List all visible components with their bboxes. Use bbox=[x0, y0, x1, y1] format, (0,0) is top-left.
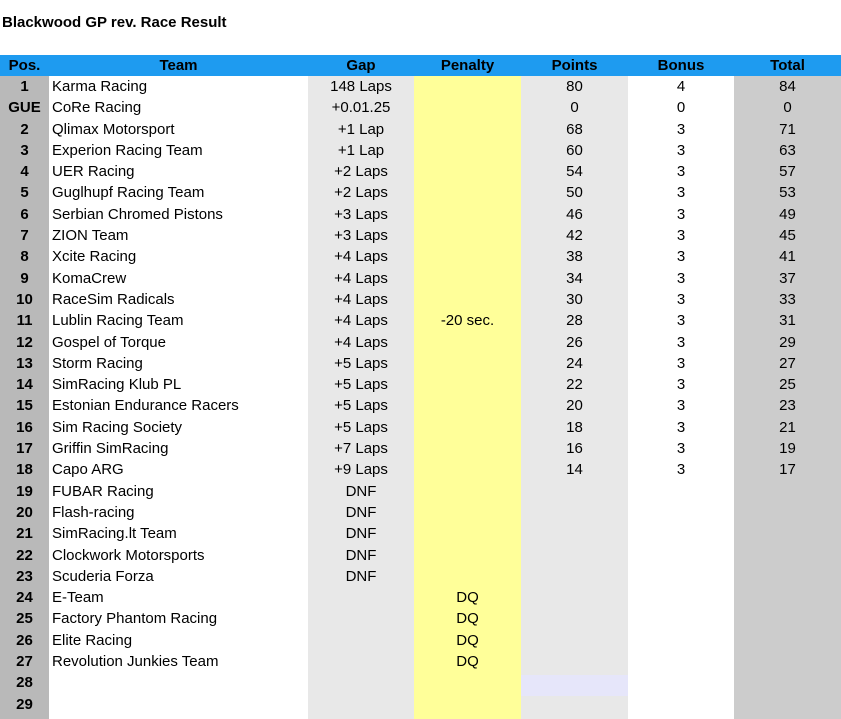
team-cell[interactable]: KomaCrew bbox=[52, 269, 127, 287]
bonus-cell[interactable]: 3 bbox=[676, 397, 686, 415]
table-row bbox=[0, 438, 841, 459]
gap-cell[interactable]: DNF bbox=[345, 503, 377, 521]
header-penalty[interactable]: Penalty bbox=[440, 57, 495, 74]
gap-cell[interactable]: +5 Laps bbox=[334, 397, 388, 415]
pos-cell[interactable]: 22 bbox=[16, 546, 33, 564]
header-bonus[interactable]: Bonus bbox=[657, 57, 705, 74]
bonus-cell[interactable] bbox=[628, 566, 734, 587]
points-cell[interactable] bbox=[521, 608, 628, 629]
pos-cell[interactable]: 11 bbox=[16, 312, 33, 330]
table-row bbox=[0, 161, 841, 182]
bonus-cell[interactable] bbox=[628, 523, 734, 544]
points-cell[interactable] bbox=[521, 651, 628, 672]
pos-cell[interactable]: 9 bbox=[20, 269, 29, 287]
bonus-cell[interactable] bbox=[628, 694, 734, 715]
gap-cell[interactable] bbox=[308, 630, 414, 651]
points-cell[interactable] bbox=[521, 481, 628, 502]
points-cell[interactable] bbox=[521, 694, 628, 715]
pos-cell[interactable]: 29 bbox=[16, 695, 33, 713]
pos-cell[interactable]: 27 bbox=[16, 653, 33, 671]
penalty-cell[interactable] bbox=[414, 395, 521, 416]
bonus-cell[interactable]: 3 bbox=[676, 333, 686, 351]
total-cell[interactable]: 49 bbox=[779, 205, 796, 223]
gap-cell[interactable]: DNF bbox=[345, 546, 377, 564]
pos-cell[interactable]: 20 bbox=[16, 503, 33, 521]
points-cell[interactable]: 54 bbox=[566, 163, 583, 181]
total-cell[interactable]: 41 bbox=[779, 248, 796, 266]
header-team[interactable]: Team bbox=[159, 57, 198, 74]
table-row bbox=[0, 417, 841, 438]
points-cell[interactable] bbox=[521, 545, 628, 566]
pos-cell[interactable]: 18 bbox=[16, 461, 33, 479]
pos-cell[interactable]: 12 bbox=[16, 333, 33, 351]
header-total[interactable]: Total bbox=[770, 57, 805, 74]
total-cell[interactable]: 21 bbox=[779, 418, 796, 436]
team-cell[interactable]: E-Team bbox=[52, 589, 104, 607]
bonus-cell[interactable]: 3 bbox=[676, 248, 686, 266]
total-cell[interactable] bbox=[734, 630, 841, 651]
table-row bbox=[0, 119, 841, 140]
points-cell[interactable] bbox=[521, 502, 628, 523]
total-cell[interactable]: 53 bbox=[779, 184, 796, 202]
points-cell[interactable] bbox=[521, 630, 628, 651]
bonus-cell[interactable]: 3 bbox=[676, 354, 686, 372]
team-cell[interactable]: Capo ARG bbox=[52, 461, 124, 479]
total-cell[interactable]: 27 bbox=[779, 354, 796, 372]
penalty-cell[interactable]: DQ bbox=[456, 653, 479, 671]
gap-cell[interactable]: DNF bbox=[345, 525, 377, 543]
team-cell[interactable]: FUBAR Racing bbox=[52, 482, 154, 500]
bonus-cell[interactable]: 3 bbox=[676, 440, 686, 458]
penalty-cell[interactable] bbox=[414, 417, 521, 438]
gap-cell[interactable] bbox=[308, 694, 414, 715]
total-cell[interactable] bbox=[734, 523, 841, 544]
gap-cell[interactable]: +4 Laps bbox=[334, 333, 388, 351]
bonus-cell[interactable]: 3 bbox=[676, 269, 686, 287]
bonus-cell[interactable] bbox=[628, 587, 734, 608]
pos-cell[interactable]: 25 bbox=[16, 610, 33, 628]
pos-cell[interactable]: 14 bbox=[16, 376, 33, 394]
pos-cell[interactable]: 2 bbox=[20, 120, 29, 138]
points-cell[interactable]: 38 bbox=[566, 248, 583, 266]
penalty-cell[interactable] bbox=[414, 566, 521, 587]
total-cell[interactable]: 17 bbox=[779, 461, 796, 479]
pos-cell[interactable]: 7 bbox=[20, 227, 29, 245]
gap-cell[interactable]: +5 Laps bbox=[334, 354, 388, 372]
results-table-body bbox=[0, 76, 841, 715]
team-cell[interactable]: Sim Racing Society bbox=[52, 418, 183, 436]
team-cell[interactable]: Factory Phantom Racing bbox=[52, 610, 218, 628]
table-row bbox=[0, 502, 841, 523]
bonus-cell[interactable] bbox=[628, 651, 734, 672]
points-cell[interactable]: 24 bbox=[566, 354, 583, 372]
team-cell[interactable]: Clockwork Motorsports bbox=[52, 546, 205, 564]
team-cell[interactable]: Guglhupf Racing Team bbox=[52, 184, 205, 202]
pos-cell[interactable]: 23 bbox=[16, 567, 33, 585]
bonus-cell[interactable] bbox=[628, 672, 734, 693]
header-points[interactable]: Points bbox=[551, 57, 598, 74]
total-cell[interactable] bbox=[734, 672, 841, 693]
team-cell[interactable]: UER Racing bbox=[52, 163, 135, 181]
table-row bbox=[0, 76, 841, 97]
table-row bbox=[0, 566, 841, 587]
gap-cell[interactable] bbox=[308, 651, 414, 672]
bonus-cell[interactable]: 3 bbox=[676, 290, 686, 308]
pos-cell[interactable]: 10 bbox=[16, 290, 33, 308]
points-cell[interactable]: 16 bbox=[566, 440, 583, 458]
table-row bbox=[0, 545, 841, 566]
points-cell[interactable]: 60 bbox=[566, 141, 583, 159]
pos-cell[interactable]: 21 bbox=[16, 525, 33, 543]
total-cell[interactable]: 57 bbox=[779, 163, 796, 181]
table-row bbox=[0, 310, 841, 331]
penalty-cell[interactable] bbox=[414, 140, 521, 161]
page-title: Blackwood GP rev. Race Result bbox=[2, 14, 227, 31]
table-row bbox=[0, 140, 841, 161]
total-cell[interactable]: 63 bbox=[779, 141, 796, 159]
pos-cell[interactable]: 13 bbox=[16, 354, 33, 372]
total-cell[interactable]: 19 bbox=[779, 440, 796, 458]
penalty-cell[interactable] bbox=[414, 523, 521, 544]
bonus-cell[interactable]: 3 bbox=[676, 120, 686, 138]
team-cell[interactable]: Revolution Junkies Team bbox=[52, 653, 219, 671]
table-row bbox=[0, 268, 841, 289]
points-cell[interactable]: 50 bbox=[566, 184, 583, 202]
penalty-cell[interactable] bbox=[414, 672, 521, 693]
pos-cell[interactable]: 28 bbox=[16, 674, 33, 692]
bonus-cell[interactable]: 3 bbox=[676, 227, 686, 245]
penalty-cell[interactable] bbox=[414, 268, 521, 289]
points-cell[interactable]: 42 bbox=[566, 227, 583, 245]
penalty-cell[interactable] bbox=[414, 225, 521, 246]
team-cell[interactable]: SimRacing Klub PL bbox=[52, 376, 182, 394]
penalty-cell[interactable] bbox=[414, 246, 521, 267]
pos-cell[interactable]: 6 bbox=[20, 205, 29, 223]
points-cell[interactable]: 0 bbox=[570, 99, 579, 117]
total-cell[interactable]: 45 bbox=[779, 227, 796, 245]
bonus-cell[interactable]: 3 bbox=[676, 205, 686, 223]
total-cell[interactable] bbox=[734, 481, 841, 502]
gap-cell[interactable]: +2 Laps bbox=[334, 163, 388, 181]
points-cell[interactable]: 26 bbox=[566, 333, 583, 351]
gap-cell[interactable]: +1 Lap bbox=[337, 120, 385, 138]
table-row bbox=[0, 608, 841, 629]
gap-cell[interactable]: +3 Laps bbox=[334, 227, 388, 245]
penalty-cell[interactable] bbox=[414, 289, 521, 310]
team-cell[interactable]: Storm Racing bbox=[52, 354, 143, 372]
gap-cell[interactable]: 148 Laps bbox=[330, 78, 392, 95]
team-cell[interactable]: Serbian Chromed Pistons bbox=[52, 205, 223, 223]
penalty-cell[interactable] bbox=[414, 204, 521, 225]
pos-cell[interactable]: 19 bbox=[16, 482, 33, 500]
team-cell[interactable]: ZION Team bbox=[52, 227, 129, 245]
team-cell[interactable]: Gospel of Torque bbox=[52, 333, 166, 351]
team-cell[interactable]: Griffin SimRacing bbox=[52, 440, 169, 458]
penalty-cell[interactable]: DQ bbox=[456, 631, 479, 649]
pos-cell[interactable]: 26 bbox=[16, 631, 33, 649]
pos-cell[interactable]: 3 bbox=[20, 141, 29, 159]
pos-cell[interactable]: 17 bbox=[16, 440, 33, 458]
team-cell[interactable]: Xcite Racing bbox=[52, 248, 137, 266]
total-cell[interactable] bbox=[734, 651, 841, 672]
penalty-cell[interactable] bbox=[414, 438, 521, 459]
penalty-cell[interactable]: DQ bbox=[456, 589, 479, 607]
points-cell[interactable]: 28 bbox=[566, 312, 583, 330]
team-cell[interactable]: Elite Racing bbox=[52, 631, 133, 649]
penalty-cell[interactable] bbox=[414, 459, 521, 480]
table-row bbox=[0, 481, 841, 502]
penalty-cell[interactable] bbox=[414, 502, 521, 523]
gap-cell[interactable]: +1 Lap bbox=[337, 141, 385, 159]
bonus-cell[interactable] bbox=[628, 608, 734, 629]
total-cell[interactable]: 0 bbox=[783, 99, 792, 117]
table-row bbox=[0, 630, 841, 651]
points-cell[interactable] bbox=[521, 672, 628, 693]
points-cell[interactable] bbox=[521, 566, 628, 587]
penalty-cell[interactable] bbox=[414, 353, 521, 374]
pos-cell[interactable]: 1 bbox=[20, 78, 29, 95]
points-cell[interactable]: 30 bbox=[566, 290, 583, 308]
points-cell[interactable]: 34 bbox=[566, 269, 583, 287]
total-cell[interactable]: 31 bbox=[779, 312, 796, 330]
total-cell[interactable]: 25 bbox=[779, 376, 796, 394]
points-cell[interactable]: 18 bbox=[566, 418, 583, 436]
table-row bbox=[0, 587, 841, 608]
pos-cell[interactable]: 15 bbox=[16, 397, 33, 415]
team-cell[interactable]: SimRacing.lt Team bbox=[52, 525, 177, 543]
penalty-cell[interactable] bbox=[414, 182, 521, 203]
penalty-cell[interactable] bbox=[414, 332, 521, 353]
gap-cell[interactable] bbox=[308, 608, 414, 629]
points-cell[interactable]: 22 bbox=[566, 376, 583, 394]
team-cell[interactable] bbox=[52, 672, 307, 693]
gap-cell[interactable]: +4 Laps bbox=[334, 312, 388, 330]
gap-cell[interactable]: +9 Laps bbox=[334, 461, 388, 479]
penalty-cell[interactable] bbox=[414, 119, 521, 140]
bonus-cell[interactable]: 3 bbox=[676, 184, 686, 202]
gap-cell[interactable]: DNF bbox=[345, 482, 377, 500]
table-row bbox=[0, 459, 841, 480]
team-cell[interactable]: Estonian Endurance Racers bbox=[52, 397, 239, 415]
gap-cell[interactable]: +0.01.25 bbox=[331, 99, 391, 117]
table-row bbox=[0, 672, 841, 693]
penalty-cell[interactable] bbox=[414, 97, 521, 118]
table-row bbox=[0, 182, 841, 203]
bonus-cell[interactable] bbox=[628, 545, 734, 566]
penalty-cell[interactable] bbox=[414, 545, 521, 566]
table-row bbox=[0, 651, 841, 672]
total-cell[interactable] bbox=[734, 545, 841, 566]
team-cell[interactable]: Karma Racing bbox=[52, 78, 148, 95]
total-cell[interactable]: 29 bbox=[779, 333, 796, 351]
points-cell[interactable]: 20 bbox=[566, 397, 583, 415]
bonus-cell[interactable] bbox=[628, 630, 734, 651]
total-cell[interactable]: 33 bbox=[779, 290, 796, 308]
pos-cell[interactable]: GUE bbox=[8, 99, 41, 117]
header-pos[interactable]: Pos. bbox=[8, 57, 41, 74]
table-row bbox=[0, 332, 841, 353]
total-cell[interactable]: 37 bbox=[779, 269, 796, 287]
pos-cell[interactable]: 16 bbox=[16, 418, 33, 436]
pos-cell[interactable]: 5 bbox=[20, 184, 29, 202]
bonus-cell[interactable]: 0 bbox=[676, 99, 686, 117]
penalty-cell[interactable] bbox=[414, 161, 521, 182]
table-row bbox=[0, 353, 841, 374]
team-cell[interactable]: Qlimax Motorsport bbox=[52, 120, 175, 138]
total-cell[interactable] bbox=[734, 608, 841, 629]
pos-cell[interactable]: 24 bbox=[16, 589, 33, 607]
points-cell[interactable]: 68 bbox=[566, 120, 583, 138]
gap-cell[interactable]: +4 Laps bbox=[334, 290, 388, 308]
pos-cell[interactable]: 4 bbox=[20, 163, 29, 181]
points-cell[interactable]: 46 bbox=[566, 205, 583, 223]
team-cell[interactable]: CoRe Racing bbox=[52, 99, 142, 117]
bonus-cell[interactable] bbox=[628, 481, 734, 502]
penalty-cell[interactable]: DQ bbox=[456, 610, 479, 628]
team-cell[interactable]: Experion Racing Team bbox=[52, 141, 203, 159]
total-cell[interactable] bbox=[734, 566, 841, 587]
penalty-cell[interactable] bbox=[414, 481, 521, 502]
bonus-cell[interactable]: 3 bbox=[676, 312, 686, 330]
gap-cell[interactable]: DNF bbox=[345, 567, 377, 585]
team-cell[interactable]: Flash-racing bbox=[52, 503, 135, 521]
total-cell[interactable] bbox=[734, 502, 841, 523]
total-cell[interactable]: 71 bbox=[779, 120, 796, 138]
penalty-cell[interactable]: -20 sec. bbox=[440, 312, 495, 330]
gap-cell[interactable]: +2 Laps bbox=[334, 184, 388, 202]
penalty-cell[interactable] bbox=[414, 694, 521, 715]
table-row bbox=[0, 523, 841, 544]
bonus-cell[interactable] bbox=[628, 502, 734, 523]
gap-cell[interactable] bbox=[308, 672, 414, 693]
table-row bbox=[0, 225, 841, 246]
gap-cell[interactable]: +3 Laps bbox=[334, 205, 388, 223]
bonus-cell[interactable]: 3 bbox=[676, 163, 686, 181]
penalty-cell[interactable] bbox=[414, 374, 521, 395]
table-row bbox=[0, 374, 841, 395]
bonus-cell[interactable]: 3 bbox=[676, 141, 686, 159]
table-row bbox=[0, 204, 841, 225]
pos-cell[interactable]: 8 bbox=[20, 248, 29, 266]
team-cell[interactable]: RaceSim Radicals bbox=[52, 290, 175, 308]
gap-cell[interactable]: +5 Laps bbox=[334, 418, 388, 436]
bonus-cell[interactable]: 3 bbox=[676, 376, 686, 394]
points-cell[interactable]: 80 bbox=[566, 78, 583, 95]
gap-cell[interactable]: +7 Laps bbox=[334, 440, 388, 458]
total-cell[interactable] bbox=[734, 694, 841, 715]
bonus-cell[interactable]: 3 bbox=[676, 461, 686, 479]
points-cell[interactable]: 14 bbox=[566, 461, 583, 479]
total-cell[interactable]: 84 bbox=[779, 78, 796, 95]
gap-cell[interactable]: +4 Laps bbox=[334, 248, 388, 266]
header-gap[interactable]: Gap bbox=[346, 57, 376, 74]
gap-cell[interactable] bbox=[308, 587, 414, 608]
gap-cell[interactable]: +4 Laps bbox=[334, 269, 388, 287]
table-row bbox=[0, 395, 841, 416]
gap-cell[interactable]: +5 Laps bbox=[334, 376, 388, 394]
team-cell[interactable]: Lublin Racing Team bbox=[52, 312, 184, 330]
table-row bbox=[0, 246, 841, 267]
table-row bbox=[0, 694, 841, 715]
total-cell[interactable]: 23 bbox=[779, 397, 796, 415]
table-row bbox=[0, 289, 841, 310]
total-cell[interactable] bbox=[734, 587, 841, 608]
team-cell[interactable] bbox=[52, 694, 307, 715]
table-row bbox=[0, 97, 841, 118]
bonus-cell[interactable]: 4 bbox=[676, 78, 686, 95]
team-cell[interactable]: Scuderia Forza bbox=[52, 567, 154, 585]
penalty-cell[interactable] bbox=[414, 76, 521, 97]
points-cell[interactable] bbox=[521, 523, 628, 544]
points-cell[interactable] bbox=[521, 587, 628, 608]
bonus-cell[interactable]: 3 bbox=[676, 418, 686, 436]
